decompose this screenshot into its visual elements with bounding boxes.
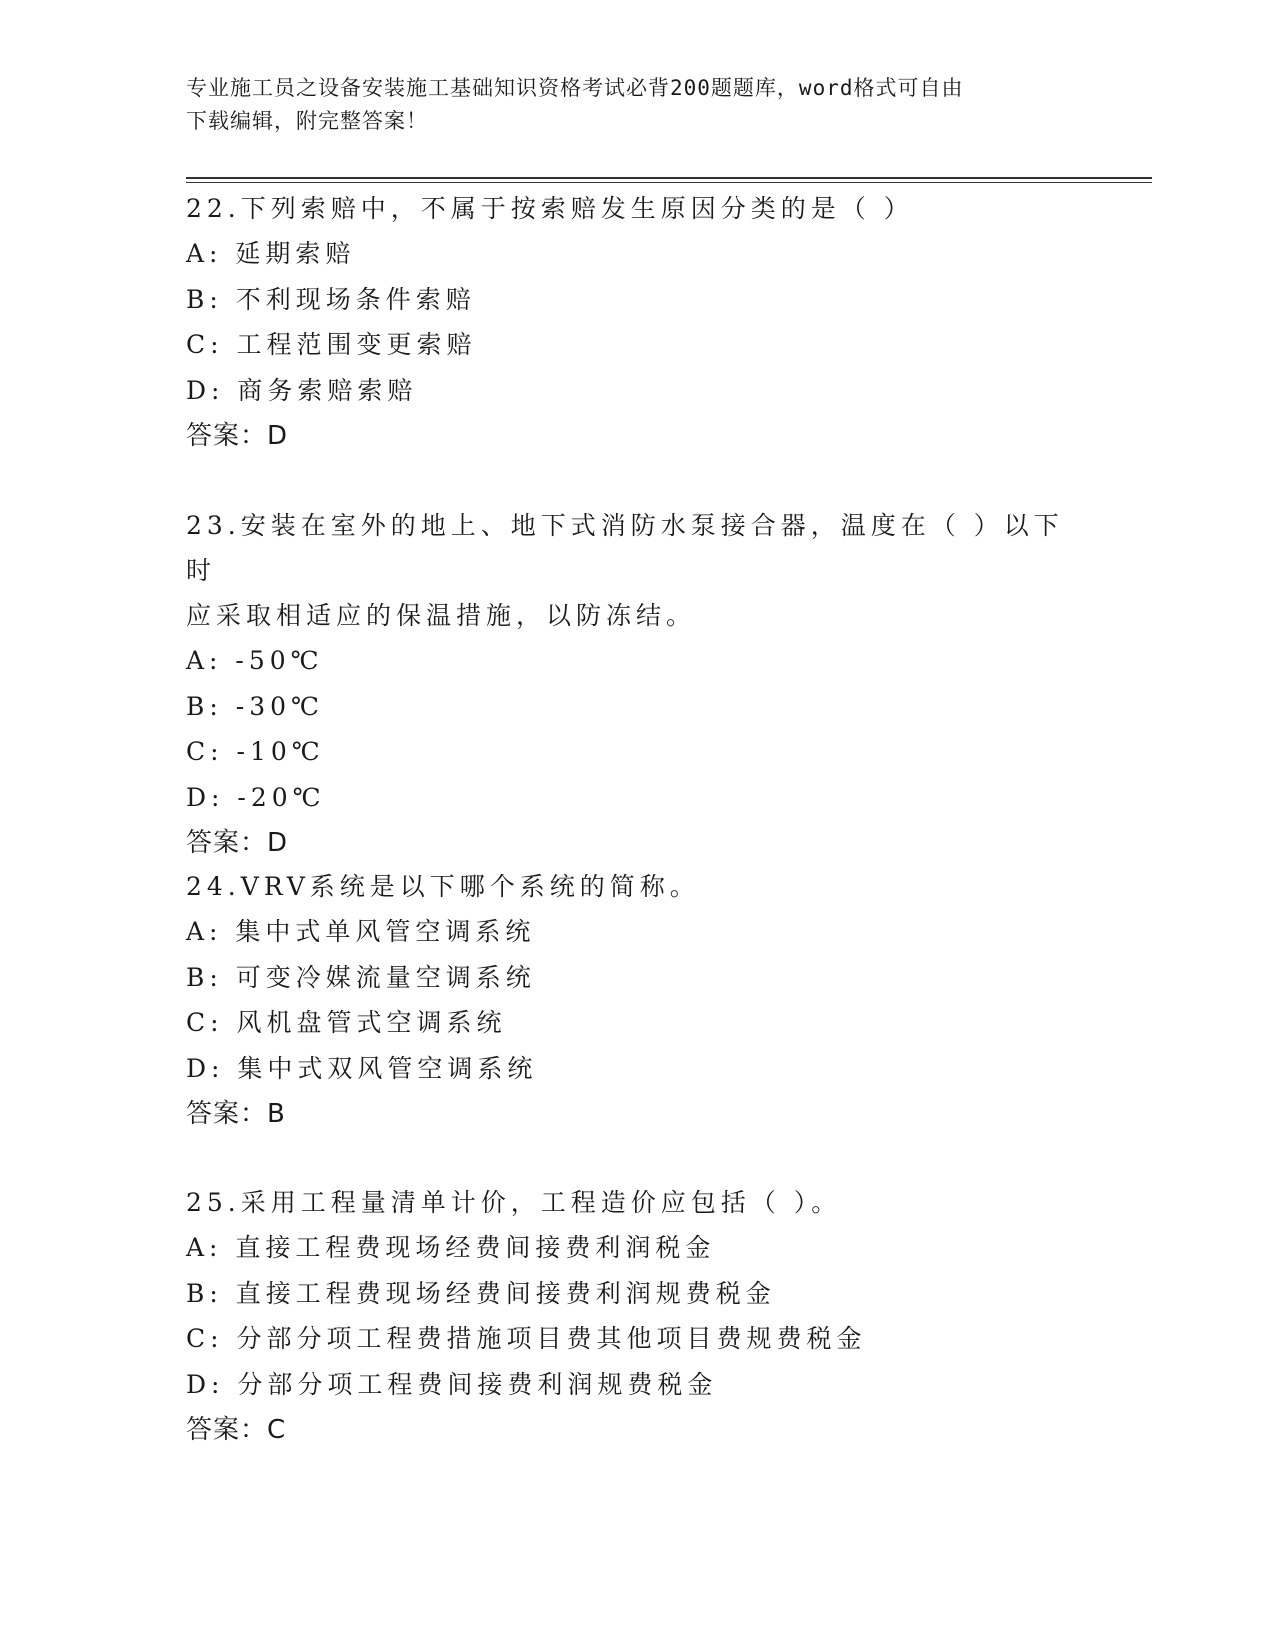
option-a: A: 直接工程费现场经费间接费利润税金	[186, 1233, 716, 1262]
question-stem-line-1: 23.安装在室外的地上、地下式消防水泵接合器，温度在（ ）以下时	[186, 511, 1064, 585]
header-line-1: 专业施工员之设备安装施工基础知识资格考试必背200题题库，word格式可自由	[186, 76, 964, 100]
option-a: A: 集中式单风管空调系统	[186, 917, 536, 946]
question-25	[186, 1180, 1086, 1453]
question-24	[186, 864, 1086, 1137]
question-22	[186, 186, 1086, 459]
option-b: B: 可变冷媒流量空调系统	[186, 962, 536, 992]
option-d: D: 集中式双风管空调系统	[186, 1053, 538, 1083]
question-stem: 25.采用工程量清单计价，工程造价应包括（ ）。	[186, 1188, 842, 1217]
option-b: B: 不利现场条件索赔	[186, 284, 476, 314]
option-d: D: -20℃	[186, 782, 326, 812]
answer: 答案：D	[186, 828, 289, 858]
question-23	[186, 503, 1086, 866]
header-divider	[186, 177, 1152, 183]
option-c: C: 工程范围变更索赔	[186, 330, 477, 359]
question-stem: 22.下列索赔中，不属于按索赔发生原因分类的是（ ）	[186, 194, 914, 223]
option-c: C: 风机盘管式空调系统	[186, 1008, 507, 1037]
answer: 答案：D	[186, 421, 289, 451]
option-b: B: 直接工程费现场经费间接费利润规费税金	[186, 1278, 776, 1308]
option-c: C: -10℃	[186, 737, 325, 766]
option-b: B: -30℃	[186, 691, 324, 721]
option-c: C: 分部分项工程费措施项目费其他项目费规费税金	[186, 1324, 867, 1353]
option-a: A: 延期索赔	[186, 239, 356, 268]
answer: 答案：C	[186, 1415, 287, 1445]
header-line-2: 下载编辑，附完整答案！	[186, 109, 428, 133]
question-stem: 24.VRV系统是以下哪个系统的简称。	[186, 872, 700, 901]
option-d: D: 商务索赔索赔	[186, 375, 418, 405]
document-header	[186, 72, 1066, 138]
answer: 答案：B	[186, 1099, 286, 1129]
option-a: A: -50℃	[186, 646, 324, 675]
option-d: D: 分部分项工程费间接费利润规费税金	[186, 1369, 718, 1399]
question-stem-line-2: 应采取相适应的保温措施，以防冻结。	[186, 601, 697, 630]
